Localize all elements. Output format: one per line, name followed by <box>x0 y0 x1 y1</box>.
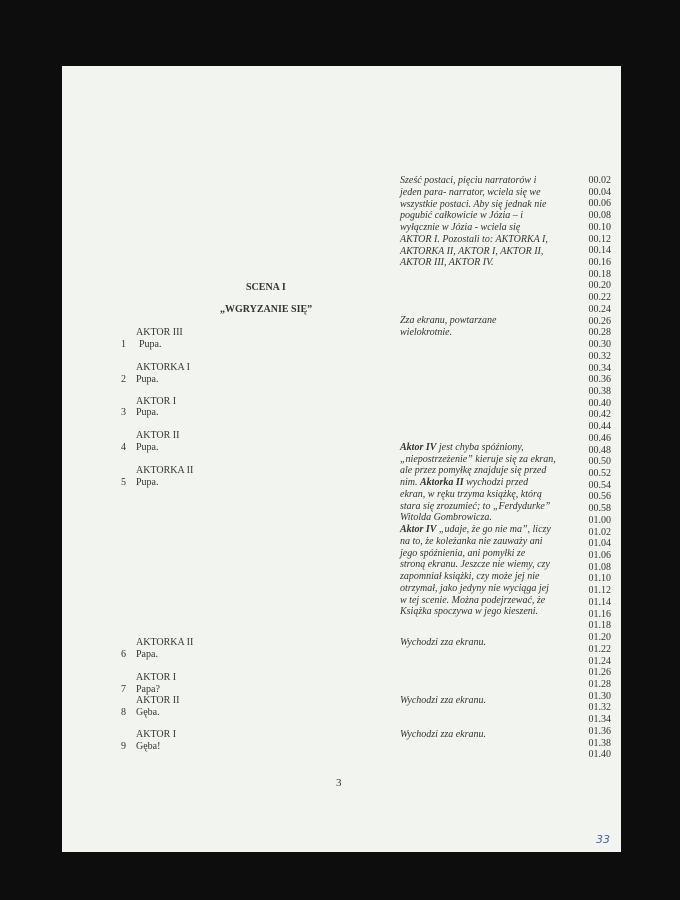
dialogue-line: Pupa. <box>136 407 159 418</box>
timecode: 01.02 <box>588 526 611 538</box>
speaker-label: AKTOR I <box>136 396 177 407</box>
timecode: 00.20 <box>588 280 611 292</box>
timecode: 00.38 <box>588 385 611 397</box>
timecode: 00.08 <box>588 210 611 222</box>
stage-note: AKTOR I. Pozostali to: AKTORKA I, <box>400 234 548 245</box>
timecode: 01.28 <box>588 678 611 690</box>
timecode: 00.14 <box>588 245 611 257</box>
stage-note: pogubić całkowicie w Józia – i <box>400 210 524 221</box>
dialogue-line: Gęba. <box>136 707 160 718</box>
timecode: 00.30 <box>588 339 611 351</box>
timecode: 00.18 <box>588 268 611 280</box>
timecode: 00.44 <box>588 421 611 433</box>
stage-note: ale przez pomyłkę znajduje się przed <box>400 465 547 476</box>
timecode: 00.12 <box>588 233 611 245</box>
document-page <box>62 66 621 852</box>
stage-note-text: nim. <box>400 477 418 488</box>
timecode: 01.22 <box>588 643 611 655</box>
dialogue-line: Pupa. <box>136 374 159 385</box>
line-number: 2 <box>121 374 126 385</box>
stage-note: Wychodzi zza ekranu. <box>400 637 487 648</box>
timecode: 01.24 <box>588 655 611 667</box>
character-name: Aktor IV <box>400 524 437 535</box>
timecode: 00.50 <box>588 456 611 468</box>
stage-note: wielokrotnie. <box>400 327 453 338</box>
timecode: 01.26 <box>588 667 611 679</box>
line-number: 7 <box>121 684 126 695</box>
timecode: 00.36 <box>588 374 611 386</box>
timecode: 01.38 <box>588 737 611 749</box>
timecode: 01.08 <box>588 561 611 573</box>
timecode: 00.54 <box>588 479 611 491</box>
line-number: 8 <box>121 707 126 718</box>
line-number: 4 <box>121 442 126 453</box>
dialogue-line: Pupa. <box>139 339 162 350</box>
timecode: 00.46 <box>588 432 611 444</box>
stage-note: jego spóźnienia, ani pomyłki ze <box>400 548 526 559</box>
dialogue-line: Papa? <box>136 684 160 695</box>
stage-note: w tej scenie. Można podejrzewać, że <box>400 595 546 606</box>
timecode: 00.04 <box>588 186 611 198</box>
stage-note: wyłącznie w Józia - wciela się <box>400 222 521 233</box>
timecode: 01.14 <box>588 596 611 608</box>
page-number: 3 <box>336 777 342 789</box>
stage-note <box>400 477 528 489</box>
stage-note-text: „udaje, że go nie ma”, liczy <box>438 524 551 535</box>
timecode: 01.10 <box>588 573 611 585</box>
scene-subtitle: „WGRYZANIE SIĘ” <box>220 304 313 315</box>
stage-note: zapomniał książki, czy może jej nie <box>400 571 540 582</box>
timecode: 00.06 <box>588 198 611 210</box>
speaker-label: AKTOR I <box>136 729 177 740</box>
stage-note-text: jest chyba spóźniony, <box>438 442 524 453</box>
timecode: 01.32 <box>588 702 611 714</box>
stage-note <box>400 442 524 454</box>
stage-note: Witolda Gombrowicza. <box>400 512 492 523</box>
speaker-label: AKTORKA II <box>136 465 194 476</box>
timecode: 01.30 <box>588 690 611 702</box>
timecode: 00.58 <box>588 503 611 515</box>
speaker-label: AKTOR I <box>136 672 177 683</box>
stage-note: Sześć postaci, pięciu narratorów i <box>400 175 537 186</box>
dialogue-line: Papa. <box>136 649 158 660</box>
timecode: 00.28 <box>588 327 611 339</box>
timecode: 01.04 <box>588 538 611 550</box>
timecode: 01.16 <box>588 608 611 620</box>
timecode: 00.22 <box>588 292 611 304</box>
timecode: 00.52 <box>588 468 611 479</box>
character-name: Aktor IV <box>400 442 437 453</box>
stage-note: Zza ekranu, powtarzane <box>400 315 497 326</box>
stage-note-text: wychodzi przed <box>466 477 529 488</box>
timecode: 01.06 <box>588 550 611 562</box>
timecode: 00.24 <box>588 303 611 315</box>
stage-note: na to, że koleżanka nie zauważy ani <box>400 536 543 547</box>
timecode: 01.20 <box>588 632 611 644</box>
dialogue-line: Pupa. <box>136 477 159 488</box>
stage-note: ekran, w ręku trzyma książkę, którą <box>400 489 542 500</box>
stage-note: stroną ekranu. Jeszcze nie wiemy, czy <box>400 559 550 570</box>
line-number: 1 <box>121 339 126 350</box>
scene-title: SCENA I <box>246 282 286 293</box>
timecode: 01.18 <box>588 620 611 632</box>
stage-note <box>400 524 551 536</box>
speaker-label: AKTOR III <box>136 327 183 338</box>
dialogue-line: Gęba! <box>136 741 161 752</box>
archive-mark: 33 <box>596 833 610 846</box>
stage-note: „niepostrzeżenie” kieruje się za ekran, <box>400 454 556 465</box>
line-number: 9 <box>121 741 126 752</box>
stage-note: otrzymał, jako jedyny nie wyciąga jej <box>400 583 549 594</box>
stage-note: Książka spoczywa w jego kieszeni. <box>400 606 539 617</box>
stage-note: Wychodzi zza ekranu. <box>400 695 487 706</box>
timecode: 01.12 <box>588 585 611 597</box>
stage-note: stara się zrozumieć; to „Ferdydurke” <box>400 501 551 512</box>
speaker-label: AKTOR II <box>136 695 180 706</box>
timecode: 00.34 <box>588 362 611 374</box>
speaker-label: AKTOR II <box>136 430 180 441</box>
timecode: 00.40 <box>588 397 611 409</box>
stage-note: AKTOR III, AKTOR IV. <box>400 257 494 268</box>
timecode: 01.36 <box>588 725 611 737</box>
stage-note: AKTORKA II, AKTOR I, AKTOR II, <box>400 246 544 257</box>
timecode: 00.48 <box>588 444 611 456</box>
timecode: 00.02 <box>588 175 611 186</box>
timecode: 00.32 <box>588 350 611 362</box>
stage-note: Wychodzi zza ekranu. <box>400 729 487 740</box>
timecode: 00.26 <box>588 315 611 327</box>
speaker-label: AKTORKA II <box>136 637 194 648</box>
dialogue-line: Pupa. <box>136 442 159 453</box>
timecode: 01.34 <box>588 714 611 726</box>
timecode: 01.00 <box>588 514 611 526</box>
line-number: 6 <box>121 649 126 660</box>
stage-note: wszystkie postaci. Aby się jednak nie <box>400 199 547 210</box>
timecode: 00.16 <box>588 257 611 269</box>
line-number: 5 <box>121 477 126 488</box>
timecode: 00.10 <box>588 221 611 233</box>
timecode: 00.42 <box>588 409 611 421</box>
character-name: Aktorka II <box>420 477 464 488</box>
timecode: 01.40 <box>588 749 611 761</box>
timecode: 00.56 <box>588 491 611 503</box>
stage-note: jeden para- narrator, wciela się we <box>400 187 541 198</box>
speaker-label: AKTORKA I <box>136 362 190 373</box>
line-number: 3 <box>121 407 126 418</box>
